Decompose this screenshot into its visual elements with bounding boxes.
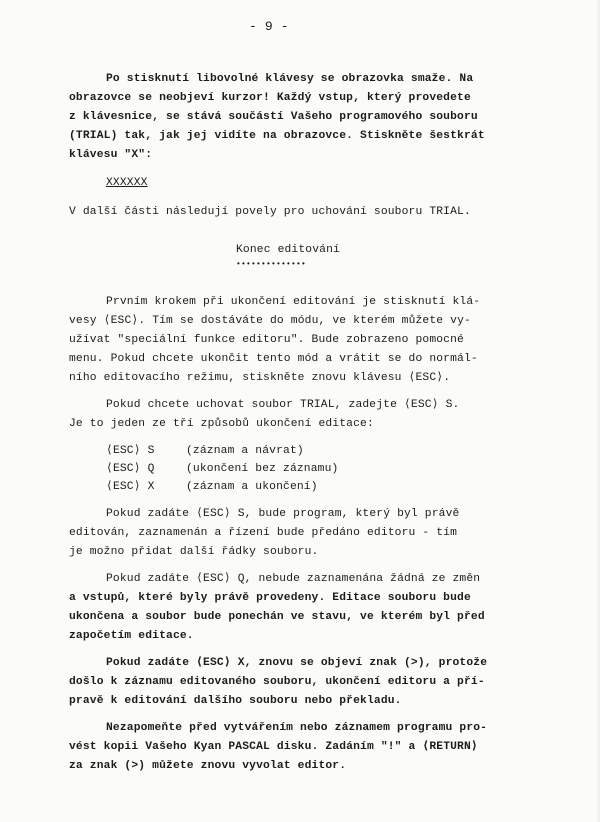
text-line: Po stisknutí libovolné klávesy se obrazovka smaže. Na (106, 73, 474, 85)
text-line: z klávesnice, se stává součástí Vašeho programového souboru (69, 111, 478, 123)
text-line: Pokud zadáte ⟨ESC⟩ Q, nebude zaznamenána žádná ze změn (106, 573, 481, 585)
text-line: Je to jeden ze tří způsobů ukončení editace: (69, 418, 374, 430)
text-line: Pokud zadáte ⟨ESC⟩ X, znovu se objeví znak (>), protože (106, 657, 488, 669)
text-line: (TRIAL) tak, jak jej vidíte na obrazovce. Stiskněte šestkrát (69, 130, 485, 142)
section-underline: •••••••••••••• (236, 260, 307, 269)
option-desc: (záznam a ukončení) (186, 481, 318, 493)
text-line: editován, zaznamenán a řízení bude předáno editoru - tím (69, 527, 458, 539)
text-line: vést kopii Vašeho Kyan PASCAL disku. Zadáním "!" a ⟨RETURN⟩ (69, 741, 478, 753)
text-line: pravě k editování dalšího souboru nebo překladu. (69, 695, 402, 707)
section-title: Konec editování (236, 244, 340, 256)
option-desc: (záznam a návrat) (186, 445, 304, 457)
text-line: ního editovacího režimu, stiskněte znovu klávesu ⟨ESC⟩. (69, 372, 451, 384)
text-line: obrazovce se neobjeví kurzor! Každý vstup, který provedete (69, 92, 471, 104)
text-line: Pokud zadáte ⟨ESC⟩ S, bude program, který byl právě (106, 508, 460, 520)
option-key: ⟨ESC⟩ S (106, 445, 155, 457)
text-line: menu. Pokud chcete ukončit tento mód a vrátit se do normál- (69, 353, 478, 365)
next-part-text: V další části následují povely pro uchování souboru TRIAL. (69, 206, 471, 218)
text-line: došlo k záznamu editovaného souboru, ukončení editoru a pří- (69, 676, 485, 688)
text-line: za znak (>) můžete znovu vyvolat editor. (69, 760, 347, 772)
text-line: vesy ⟨ESC⟩. Tím se dostáváte do módu, ve kterém můžete vy- (69, 315, 471, 327)
page-number: - 9 - (249, 19, 289, 34)
text-line: užívat "speciální funkce editoru". Bude zobrazeno pomocné (69, 334, 464, 346)
text-line: Pokud chcete uchovat soubor TRIAL, zadejte ⟨ESC⟩ S. (106, 399, 460, 411)
text-line: Prvním krokem při ukončení editování je stisknutí klá- (106, 296, 481, 308)
option-key: ⟨ESC⟩ X (106, 481, 155, 493)
text-line: klávesu "X": (69, 149, 153, 161)
text-line: započetím editace. (69, 630, 194, 642)
text-line: ukončena a soubor bude ponechán ve stavu, ve kterém byl před (69, 611, 485, 623)
text-line: je možno přidat další řádky souboru. (69, 546, 319, 558)
option-key: ⟨ESC⟩ Q (106, 463, 155, 475)
example-input: XXXXXX (106, 177, 148, 189)
text-line: Nezapomeňte před vytvářením nebo záznamem programu pro- (106, 722, 488, 734)
option-desc: (ukončení bez záznamu) (186, 463, 339, 475)
page-edge-shadow (596, 0, 600, 822)
text-line: a vstupů, které byly právě provedeny. Editace souboru bude (69, 592, 471, 604)
